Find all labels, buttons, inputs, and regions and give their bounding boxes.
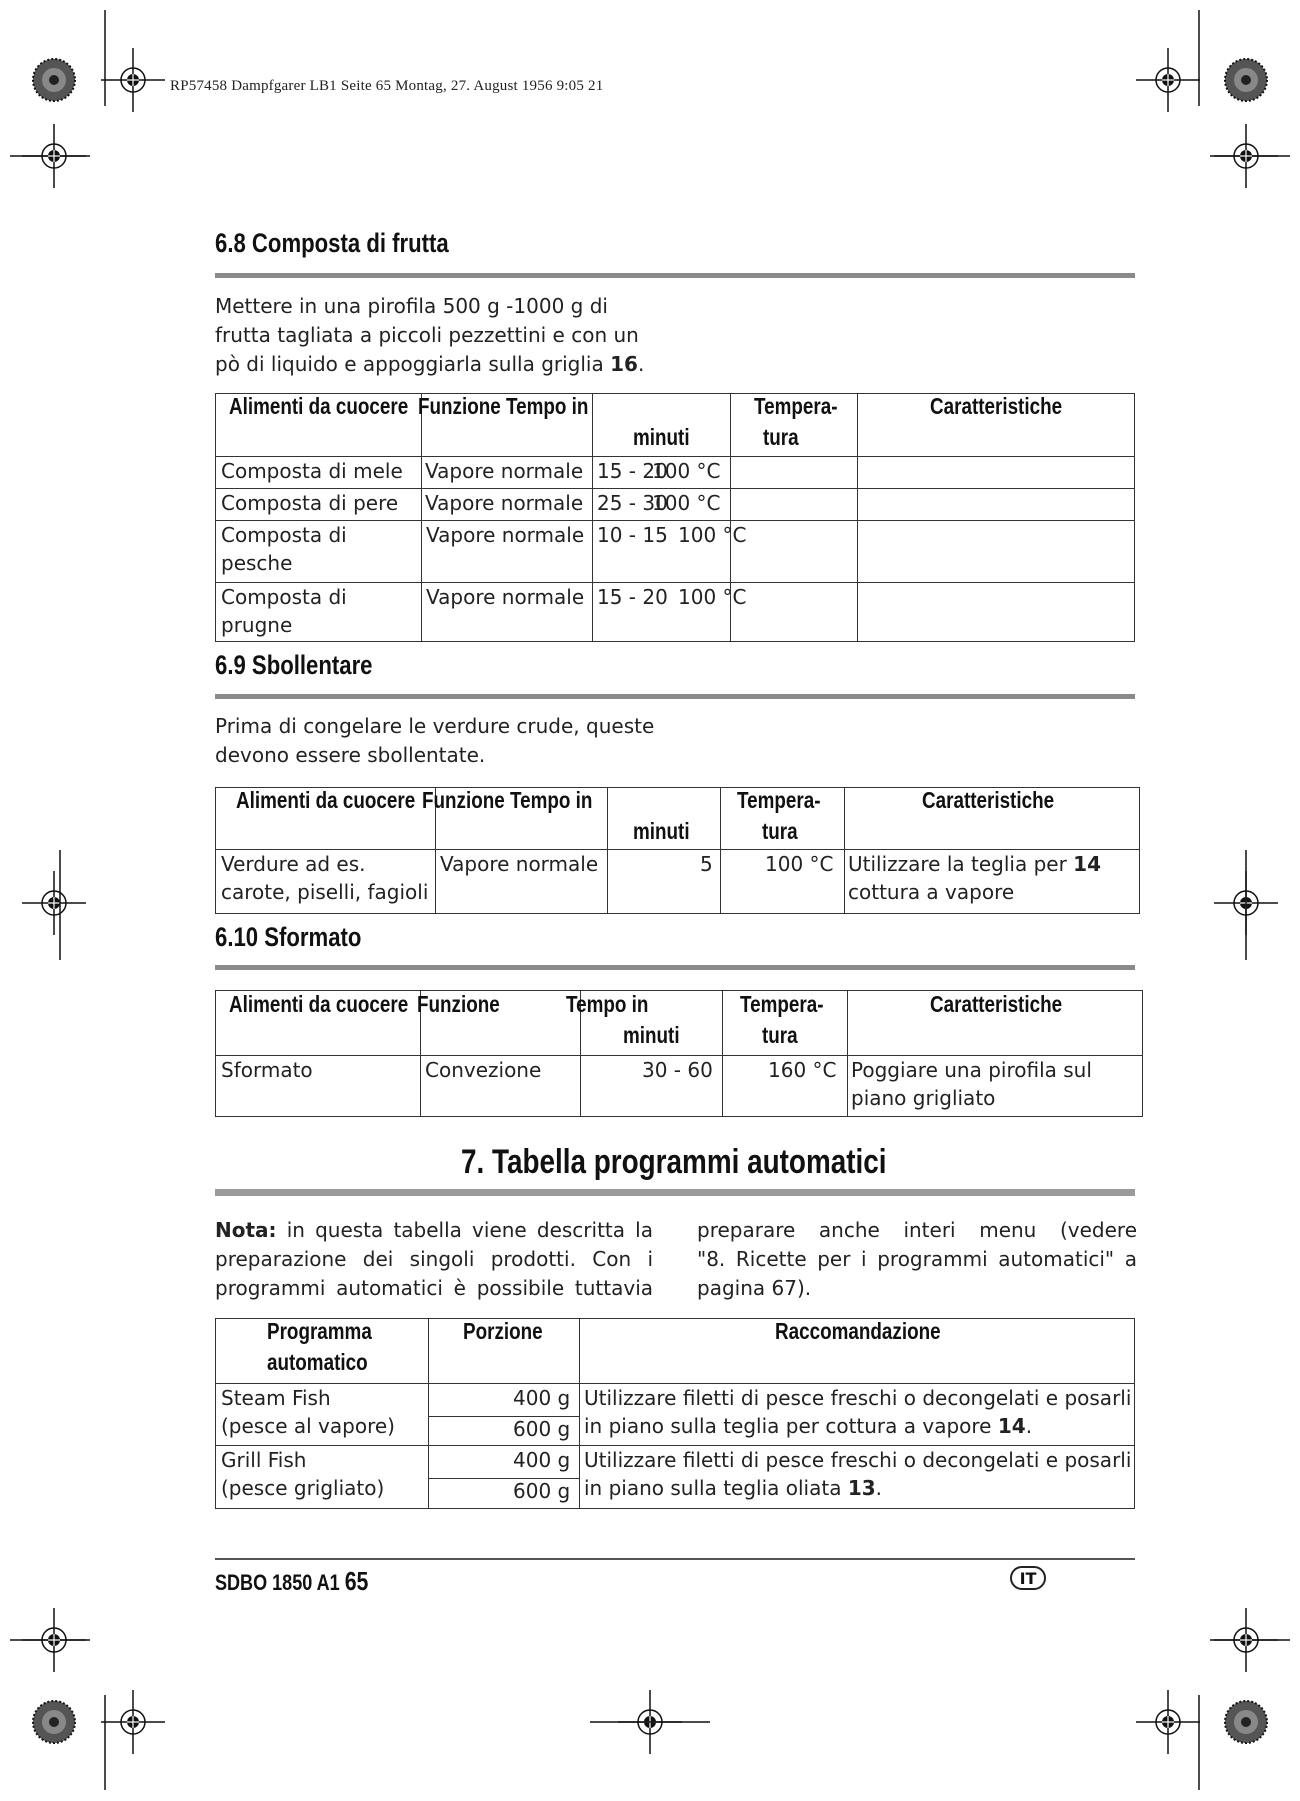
language-badge: IT [1010, 1566, 1046, 1590]
intro-line: frutta tagliata a piccoli pezzettini e con un [215, 323, 639, 347]
cell-note-2: cottura a vapore [848, 880, 1015, 904]
col-header-temperatura: Tempera- [737, 787, 821, 813]
cell-portion: 600 g [513, 1417, 571, 1441]
col-header-caratteristiche: Caratteristiche [922, 787, 1055, 813]
nota-line: preparazione dei singoli prodotti. Con i [215, 1247, 653, 1271]
col-header-programma-2: automatico [267, 1349, 368, 1375]
intro-line: Mettere in una pirofila 500 g -1000 g di [215, 294, 608, 318]
cell-func: Vapore normale [425, 491, 584, 515]
col-header-temperatura: Tempera- [754, 393, 838, 419]
cell-program-2: (pesce grigliato) [221, 1476, 385, 1500]
col-divider [579, 1318, 580, 1509]
col-divider [847, 990, 848, 1117]
nota-line: preparare anche interi menu (vedere [697, 1218, 1137, 1242]
page-number: 65 [344, 1566, 369, 1596]
section-rule [215, 965, 1135, 970]
intro-text: pò di liquido e appoggiarla sulla griglia [215, 352, 604, 376]
cell-food: Composta di [221, 523, 347, 547]
cell-note: Poggiare una pirofila sul [851, 1058, 1092, 1082]
cell-food: Verdure ad es. [221, 852, 366, 876]
intro-6-8 [215, 292, 655, 379]
nota-left [215, 1216, 653, 1303]
nota-line [215, 1216, 653, 1245]
intro-line: pò di liquido e appoggiarla sulla griglia 16. [215, 352, 645, 376]
cell-time: 25 - 30 [597, 491, 668, 515]
col-header-temperatura-2: tura [762, 1022, 798, 1048]
col-header-caratteristiche: Caratteristiche [930, 991, 1063, 1017]
nota-line: programmi automatici è possibile tuttavia [215, 1276, 653, 1300]
cell-note-2: piano grigliato [851, 1086, 996, 1110]
cell-program: Steam Fish [221, 1386, 331, 1410]
cell-recommendation: Utilizzare filetti di pesce freschi o decongelati e posarli [584, 1448, 1132, 1472]
col-header-temperatura-2: tura [763, 424, 799, 450]
col-divider [722, 990, 723, 1117]
cell-food: Composta di mele [221, 459, 403, 483]
cell-portion: 400 g [513, 1448, 571, 1472]
cell-time: 15 - 20 [597, 459, 668, 483]
cell-func: Vapore normale [426, 523, 585, 547]
cell-food-2: pesche [221, 551, 293, 575]
section-rule [215, 694, 1135, 699]
col-header-alimenti: Alimenti da cuocere [229, 393, 409, 419]
footer-rule [215, 1558, 1135, 1560]
cell-func: Vapore normale [425, 459, 584, 483]
section-title-6-8: 6.8 Composta di frutta [215, 228, 449, 258]
cell-program: Grill Fish [221, 1448, 307, 1472]
section-rule [215, 273, 1135, 278]
cell-note [848, 850, 1101, 879]
section-title-6-10: 6.10 Sformato [215, 922, 362, 952]
row-divider [215, 520, 1135, 521]
col-header-raccomandazione: Raccomandazione [775, 1318, 941, 1344]
cell-temp: 100 °C [678, 585, 747, 609]
chapter-rule [215, 1189, 1135, 1196]
col-divider [857, 393, 858, 642]
nota-text: in questa tabella viene descritta la [286, 1218, 653, 1242]
col-header-alimenti: Alimenti da cuocere [229, 991, 409, 1017]
note-text: Utilizzare la teglia per [848, 852, 1067, 876]
col-header-programma: Programma [267, 1318, 372, 1344]
cell-temp: 100 °C [765, 852, 834, 876]
cell-portion: 400 g [513, 1386, 571, 1410]
print-header: RP57458 Dampfgarer LB1 Seite 65 Montag, 27. August 1956 9:05 21 [170, 78, 604, 94]
cell-time: 15 - 20 [597, 585, 668, 609]
col-header-temperatura-2: tura [762, 818, 798, 844]
col-header-funzione: Funzione [418, 393, 501, 419]
cell-time: 5 [700, 852, 713, 876]
cell-food: Sformato [221, 1058, 313, 1082]
cell-time: 30 - 60 [642, 1058, 713, 1082]
nota-right [697, 1216, 1137, 1303]
model-code: SDBO 1850 A1 [215, 1570, 340, 1595]
col-divider [844, 787, 845, 914]
footer-model [215, 1566, 368, 1597]
cell-recommendation-2: in piano sulla teglia oliata 13. [584, 1476, 883, 1500]
cell-program-2: (pesce al vapore) [221, 1414, 395, 1438]
cell-temp: 100 °C [652, 491, 721, 515]
cell-food: Composta di [221, 585, 347, 609]
recommendation-text: in piano sulla teglia per cottura a vapore [584, 1414, 992, 1438]
cell-func: Vapore normale [426, 585, 585, 609]
nota-line: pagina 67). [697, 1276, 812, 1300]
col-divider [592, 393, 593, 642]
col-divider [720, 787, 721, 914]
col-header-tempo: Tempo in [510, 787, 593, 813]
col-header-minuti: minuti [633, 424, 690, 450]
col-header-alimenti: Alimenti da cuocere [236, 787, 416, 813]
nota-label: Nota: [215, 1218, 277, 1242]
cell-recommendation: Utilizzare filetti di pesce freschi o decongelati e posarli [584, 1386, 1132, 1410]
col-header-porzione: Porzione [463, 1318, 543, 1344]
cell-temp: 100 °C [652, 459, 721, 483]
nota-line: "8. Ricette per i programmi automatici" a [697, 1247, 1137, 1271]
ref-number: 14 [1073, 852, 1102, 876]
col-header-caratteristiche: Caratteristiche [930, 393, 1063, 419]
col-divider [428, 1318, 429, 1509]
row-divider [215, 582, 1135, 583]
cell-food-2: prugne [221, 613, 293, 637]
cell-recommendation-2: in piano sulla teglia per cottura a vapore 14. [584, 1414, 1033, 1438]
cell-time: 10 - 15 [597, 523, 668, 547]
cell-portion: 600 g [513, 1479, 571, 1503]
intro-line: Prima di congelare le verdure crude, queste [215, 714, 655, 738]
cell-func: Vapore normale [440, 852, 599, 876]
ref-number: 13 [847, 1476, 876, 1500]
cell-temp: 100 °C [678, 523, 747, 547]
col-header-minuti: minuti [623, 1022, 680, 1048]
intro-line: devono essere sbollentate. [215, 743, 486, 767]
col-header-tempo: Tempo in [506, 393, 589, 419]
col-header-funzione: Funzione [422, 787, 505, 813]
ref-number: 16 [610, 352, 638, 376]
cell-func: Convezione [425, 1058, 542, 1082]
col-divider [607, 787, 608, 914]
recommendation-text: in piano sulla teglia oliata [584, 1476, 842, 1500]
cell-food-2: carote, piselli, fagioli [221, 880, 429, 904]
section-title-6-9: 6.9 Sbollentare [215, 650, 373, 680]
col-header-funzione: Funzione [417, 991, 500, 1017]
col-header-minuti: minuti [633, 818, 690, 844]
ref-number: 14 [997, 1414, 1026, 1438]
cell-temp: 160 °C [768, 1058, 837, 1082]
col-header-tempo: Tempo in [566, 991, 649, 1017]
col-divider [421, 393, 422, 642]
intro-6-9 [215, 712, 655, 770]
cell-food: Composta di pere [221, 491, 399, 515]
col-header-temperatura: Tempera- [740, 991, 824, 1017]
chapter-title-7: 7. Tabella programmi automatici [461, 1143, 887, 1181]
